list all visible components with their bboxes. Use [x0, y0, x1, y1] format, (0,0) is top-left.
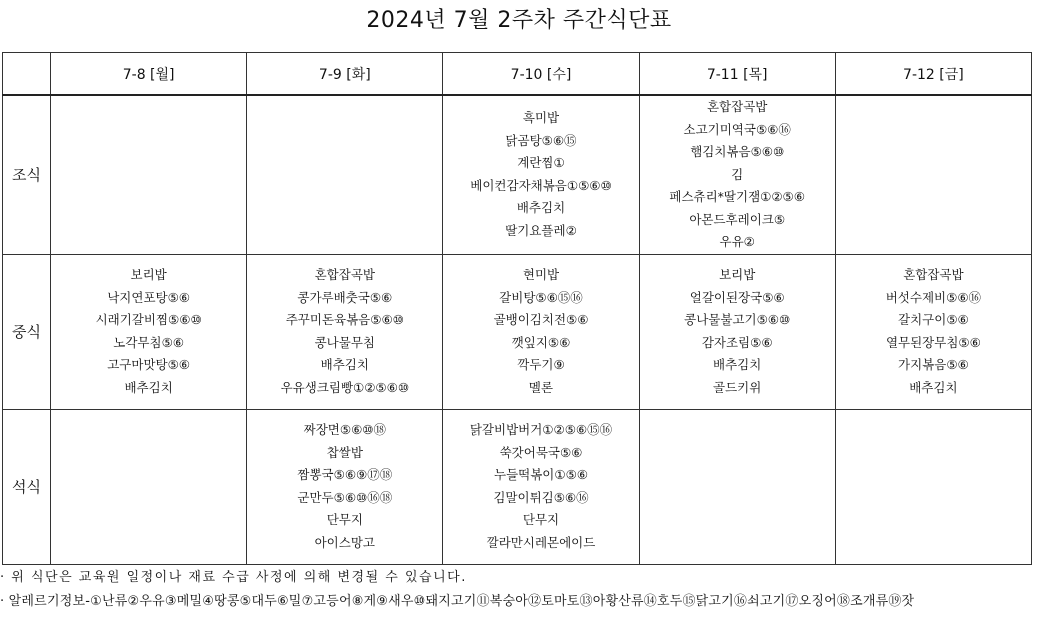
menu-item: 갈치구이⑤⑥ — [898, 312, 969, 327]
menu-cell — [51, 95, 247, 254]
menu-cell — [443, 254, 639, 409]
meal-label: 조식 — [3, 95, 51, 254]
menu-item: 얼갈이된장국⑤⑥ — [689, 289, 785, 305]
menu-item: 현미밥 — [522, 267, 560, 282]
menu-cell — [443, 409, 639, 564]
menu-item: 닭곰탕⑤⑥⑮ — [505, 132, 577, 148]
menu-item: 배추김치 — [516, 200, 566, 216]
menu-item: 노각무침⑤⑥ — [113, 334, 184, 350]
menu-item: 찹쌀밥 — [326, 444, 363, 460]
menu-cell — [639, 254, 835, 409]
menu-item: 페스츄리*딸기잼①②⑤⑥ — [669, 189, 805, 204]
menu-item: 깔라만시레몬에이드 — [486, 534, 596, 550]
menu-item: 쑥갓어묵국⑤⑥ — [499, 444, 583, 460]
menu-item: 짬뽕국⑤⑥⑨⑰⑱ — [297, 467, 393, 482]
menu-item: 골드키위 — [713, 379, 762, 395]
menu-cell — [835, 254, 1031, 409]
day-header: 7-11 [목] — [639, 53, 835, 96]
menu-item: 보리밥 — [719, 267, 756, 282]
menu-cell — [51, 409, 247, 564]
menu-item: 햄김치볶음⑤⑥⑩ — [690, 144, 785, 159]
menu-item: 깻잎지⑤⑥ — [511, 334, 571, 350]
menu-item: 군만두⑤⑥⑩⑯⑱ — [297, 489, 393, 505]
meal-row — [3, 254, 1032, 409]
menu-item: 고구마맛탕⑤⑥ — [107, 357, 191, 372]
menu-cell — [51, 254, 247, 409]
menu-item: 짜장면⑤⑥⑩⑱ — [303, 422, 386, 437]
day-header: 7-9 [화] — [247, 53, 443, 96]
menu-item: 혼합잡곡밥 — [903, 267, 964, 282]
menu-item: 낙지연포탕⑤⑥ — [107, 289, 191, 305]
menu-item: 단무지 — [522, 512, 560, 527]
menu-item: 시래기갈비찜⑤⑥⑩ — [95, 312, 202, 327]
menu-item: 아몬드후레이크⑤ — [689, 211, 786, 227]
menu-cell — [639, 95, 835, 254]
menu-item: 혼합잡곡밥 — [706, 99, 768, 114]
menu-item: 배추김치 — [124, 379, 173, 395]
menu-cell — [443, 95, 639, 254]
menu-cell — [247, 254, 443, 409]
weekly-menu-table — [2, 52, 1032, 565]
menu-item: 배추김치 — [713, 357, 762, 372]
meal-row — [3, 409, 1032, 564]
menu-item: 혼합잡곡밥 — [314, 267, 375, 282]
meal-label: 석식 — [3, 409, 51, 564]
menu-item: 열무된장무침⑤⑥ — [885, 334, 981, 350]
menu-item: 배추김치 — [320, 357, 369, 372]
day-header-row — [3, 53, 1032, 96]
day-header: 7-12 [금] — [835, 53, 1031, 96]
allergy-info: · 알레르기정보-①난류②우유③메밀④땅콩⑤대두⑥밀⑦고등어⑧게⑨새우⑩돼지고기⑪복숭아⑫토마토⑬아황산류⑭호두⑮닭고기⑯쇠고기⑰오징어⑱조개류⑲잣 — [0, 594, 915, 609]
menu-item: 아이스망고 — [314, 534, 375, 550]
menu-item: 보리밥 — [130, 267, 167, 282]
menu-cell — [247, 409, 443, 564]
change-notice: · 위 식단은 교육원 일정이나 재료 수급 사정에 의해 변경될 수 있습니다. — [0, 570, 467, 585]
menu-item: 소고기미역국⑤⑥⑯ — [683, 121, 791, 137]
menu-item: 콩가루배춧국⑤⑥ — [297, 289, 393, 305]
menu-item: 감자조림⑤⑥ — [701, 334, 773, 350]
menu-item: 배추김치 — [909, 379, 958, 395]
menu-item: 깍두기⑨ — [517, 357, 565, 372]
menu-cell — [247, 95, 443, 254]
corner-cell — [3, 53, 51, 96]
menu-item: 우유② — [719, 234, 755, 249]
menu-item: 누들떡볶이①⑤⑥ — [494, 467, 588, 482]
menu-item: 김 — [731, 166, 744, 182]
menu-item: 계란찜① — [517, 155, 565, 171]
notes — [0, 566, 1038, 614]
day-header: 7-10 [수] — [443, 53, 639, 96]
menu-item: 단무지 — [326, 512, 363, 527]
menu-item: 버섯수제비⑤⑥⑯ — [885, 289, 982, 305]
menu-item: 흑미밥 — [522, 110, 560, 126]
menu-item: 콩나물불고기⑤⑥⑩ — [684, 312, 791, 327]
menu-item: 멜론 — [528, 379, 554, 395]
menu-item: 콩나물무침 — [314, 334, 375, 350]
day-header: 7-8 [월] — [51, 53, 247, 96]
menu-item: 주꾸미돈육볶음⑤⑥⑩ — [285, 312, 404, 327]
menu-item: 딸기요플레② — [505, 222, 577, 238]
menu-item: 갈비탕⑤⑥⑮⑯ — [499, 289, 583, 305]
menu-item: 가지볶음⑤⑥ — [898, 357, 969, 372]
menu-item: 김말이튀김⑤⑥⑯ — [493, 489, 589, 505]
meal-row — [3, 95, 1032, 254]
meal-label: 중식 — [3, 254, 51, 409]
menu-item: 골뱅이김치전⑤⑥ — [493, 312, 589, 327]
menu-cell — [835, 409, 1031, 564]
menu-item: 베이컨감자채볶음①⑤⑥⑩ — [470, 177, 612, 193]
menu-cell — [639, 409, 835, 564]
menu-item: 닭갈비밥버거①②⑤⑥⑮⑯ — [469, 422, 613, 437]
page-title: 2024년 7월 2주차 주간식단표 — [366, 8, 672, 33]
menu-item: 우유생크림빵①②⑤⑥⑩ — [280, 379, 410, 395]
menu-cell — [835, 95, 1031, 254]
